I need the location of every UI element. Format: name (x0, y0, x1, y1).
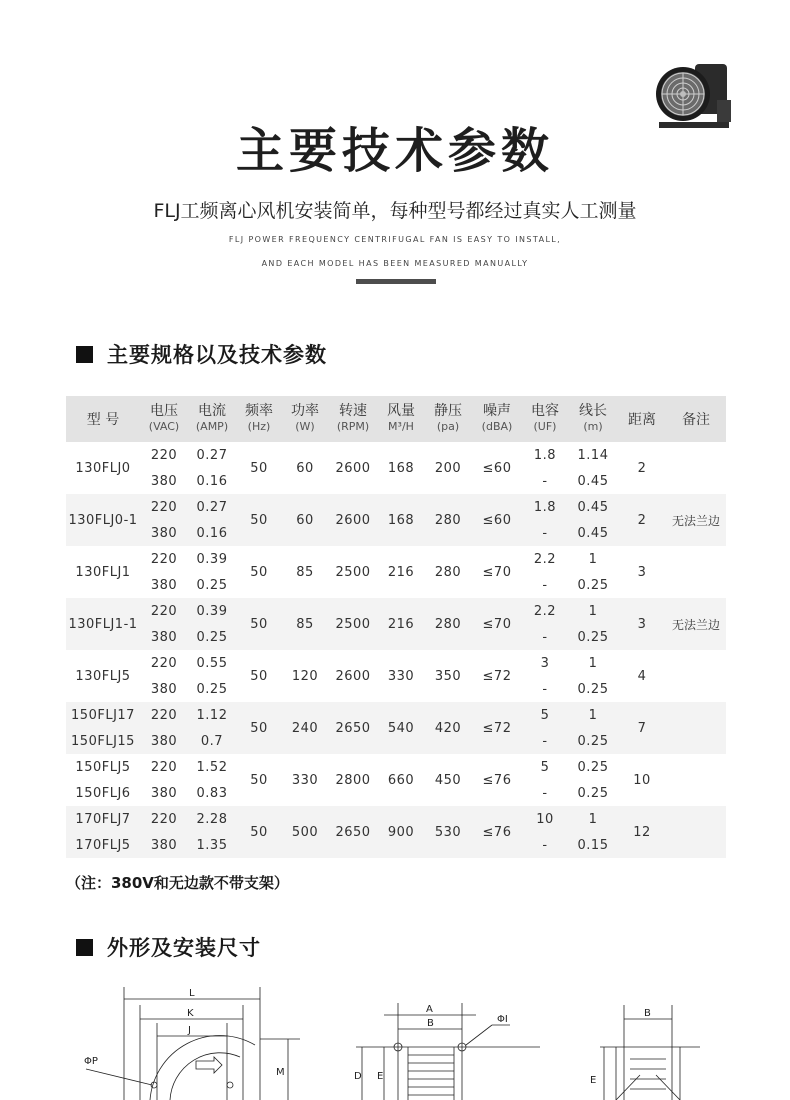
spec-table (66, 396, 726, 858)
column-header-label: 电流 (198, 403, 226, 419)
cell-current: 0.16 (188, 520, 236, 546)
column-header-unit: (AMP) (195, 420, 229, 433)
cell-remark (666, 650, 726, 702)
cell-cable-length: 0.15 (568, 832, 618, 858)
cell-frequency: 50 (236, 598, 282, 650)
cell-current: 0.55 (196, 655, 228, 671)
cell-rpm: 2500 (328, 598, 378, 650)
cell-capacitance: 2.2 (533, 551, 557, 567)
cell-cable-length: 1 (568, 598, 618, 624)
square-bullet-icon (76, 939, 93, 956)
cell-rpm: 2800 (335, 772, 371, 788)
column-header-unit: (dBA) (481, 420, 513, 433)
cell-current: 1.52 (196, 759, 228, 775)
title-divider (356, 279, 436, 284)
cell-pressure: 280 (434, 564, 462, 580)
cell-capacitance: - (542, 785, 548, 801)
cell-voltage: 220 (150, 759, 178, 775)
cell-noise: ≤70 (472, 598, 522, 650)
cell-pressure: 350 (434, 668, 462, 684)
cell-capacitance: 5 (540, 759, 550, 775)
cell-noise: ≤72 (482, 668, 512, 684)
cell-voltage: 380 (140, 520, 188, 546)
cell-voltage: 380 (140, 624, 188, 650)
cell-pressure: 280 (424, 494, 472, 546)
dim-label-B: B (427, 1018, 434, 1029)
cell-frequency: 50 (236, 806, 282, 858)
cell-cable-length: 0.45 (568, 520, 618, 546)
cell-airflow: 216 (378, 598, 424, 650)
cell-capacitance: - (542, 473, 548, 489)
cell-capacitance: - (522, 624, 568, 650)
column-header-unit: (VAC) (148, 420, 180, 433)
column-header (568, 396, 618, 442)
cell-distance: 7 (618, 702, 666, 754)
cell-cable-length: 0.25 (577, 759, 609, 775)
cell-voltage: 380 (140, 728, 188, 754)
cell-current: 2.28 (188, 806, 236, 832)
column-header-unit: (RPM) (336, 420, 370, 433)
cell-power: 120 (291, 668, 319, 684)
cell-capacitance: 1.8 (522, 494, 568, 520)
cell-model: 130FLJ0 (75, 460, 131, 476)
column-header (618, 396, 666, 442)
cell-frequency: 50 (250, 460, 268, 476)
cell-noise: ≤60 (472, 494, 522, 546)
square-bullet-icon (76, 346, 93, 363)
dim-label-M: M (276, 1067, 285, 1078)
column-header-label: 转速 (339, 403, 367, 419)
cell-cable-length: 0.25 (577, 681, 609, 697)
cell-cable-length: 0.25 (577, 577, 609, 593)
cell-capacitance: - (542, 681, 548, 697)
cell-remark (666, 442, 726, 494)
cell-noise: ≤72 (472, 702, 522, 754)
table-row (66, 494, 726, 520)
cell-distance: 3 (637, 564, 647, 580)
cell-cable-length: 0.25 (568, 624, 618, 650)
cell-capacitance: 10 (522, 806, 568, 832)
cell-cable-length: 1.14 (577, 447, 609, 463)
column-header-label: 电压 (150, 403, 178, 419)
table-row (66, 546, 726, 572)
column-header-label: 风量 (387, 403, 415, 419)
dimension-section-heading-text: 外形及安装尺寸 (107, 936, 261, 960)
page-title: 主要技术参数 (235, 123, 554, 179)
cell-power: 60 (282, 494, 328, 546)
table-row (66, 754, 726, 780)
cell-voltage: 220 (140, 598, 188, 624)
cell-voltage: 220 (140, 702, 188, 728)
column-header (188, 396, 236, 442)
cell-model: 130FLJ5 (75, 668, 131, 684)
spec-section-heading-text: 主要规格以及技术参数 (107, 343, 327, 367)
cell-rpm: 2650 (328, 806, 378, 858)
cell-current: 0.39 (196, 551, 228, 567)
cell-cable-length: 0.25 (568, 728, 618, 754)
cell-cable-length: 1 (588, 655, 598, 671)
column-header (666, 396, 726, 442)
cell-cable-length: 1 (568, 702, 618, 728)
dimension-section-heading (76, 932, 261, 962)
column-header-label: 线长 (579, 403, 607, 419)
cell-noise: ≤76 (482, 772, 512, 788)
column-header-label: 静压 (434, 403, 462, 419)
dim-label-A: A (426, 1004, 433, 1015)
cell-cable-length: 0.25 (577, 785, 609, 801)
cell-capacitance: - (522, 832, 568, 858)
cell-voltage: 380 (150, 577, 178, 593)
cell-model: 130FLJ1-1 (66, 598, 140, 650)
column-header-label: 频率 (245, 403, 273, 419)
cell-current: 1.35 (188, 832, 236, 858)
cell-airflow: 900 (378, 806, 424, 858)
dim-label-E-top: E (590, 1075, 597, 1086)
subtitle-english-line-2: AND EACH MODEL HAS BEEN MEASURED MANUALLY (261, 259, 529, 268)
cell-distance: 3 (618, 598, 666, 650)
column-header-unit: (Hz) (247, 420, 271, 433)
cell-rpm: 2600 (335, 668, 371, 684)
cell-voltage: 380 (150, 681, 178, 697)
cell-pressure: 200 (434, 460, 462, 476)
cell-frequency: 50 (250, 772, 268, 788)
cell-model: 170FLJ7 (66, 806, 140, 832)
column-header-unit: M³/H (388, 420, 414, 433)
cell-pressure: 280 (424, 598, 472, 650)
cell-power: 500 (282, 806, 328, 858)
cell-model: 130FLJ1 (75, 564, 131, 580)
cell-voltage: 220 (150, 551, 178, 567)
cell-frequency: 50 (236, 702, 282, 754)
cell-noise: ≤76 (472, 806, 522, 858)
cell-current: 0.25 (188, 624, 236, 650)
cell-distance: 2 (637, 460, 647, 476)
cell-airflow: 168 (387, 460, 415, 476)
cell-remark: 无法兰边 (666, 598, 726, 650)
cell-power: 85 (282, 598, 328, 650)
cell-capacitance: 3 (540, 655, 550, 671)
cell-current: 0.83 (196, 785, 228, 801)
cell-current: 0.16 (196, 473, 228, 489)
cell-model: 150FLJ6 (75, 785, 131, 801)
cell-power: 330 (291, 772, 319, 788)
cell-distance: 12 (618, 806, 666, 858)
cell-rpm: 2600 (328, 494, 378, 546)
cell-noise: ≤60 (482, 460, 512, 476)
cell-voltage: 380 (150, 473, 178, 489)
dim-label-D: D (354, 1071, 362, 1082)
table-row (66, 702, 726, 728)
cell-remark (666, 546, 726, 598)
cell-voltage: 220 (140, 806, 188, 832)
cell-airflow: 660 (387, 772, 415, 788)
cell-noise: ≤70 (482, 564, 512, 580)
subtitle-english-line-1: FLJ POWER FREQUENCY CENTRIFUGAL FAN IS EASY TO INSTALL, (228, 235, 562, 244)
dim-label-E: E (377, 1071, 384, 1082)
column-header-label: 备注 (682, 411, 710, 428)
cell-pressure: 420 (424, 702, 472, 754)
column-header (140, 396, 188, 442)
column-header (424, 396, 472, 442)
cell-model: 130FLJ0-1 (66, 494, 140, 546)
cell-capacitance: 2.2 (522, 598, 568, 624)
cell-airflow: 540 (378, 702, 424, 754)
column-header-unit: (UF) (533, 420, 557, 433)
dim-label-K: K (187, 1008, 194, 1019)
column-header-unit: (m) (583, 420, 603, 433)
cell-voltage: 220 (140, 494, 188, 520)
cell-airflow: 168 (378, 494, 424, 546)
cell-voltage: 220 (150, 655, 178, 671)
cell-frequency: 50 (250, 564, 268, 580)
cell-power: 240 (282, 702, 328, 754)
cell-model: 150FLJ15 (66, 728, 140, 754)
table-row (66, 650, 726, 676)
cell-airflow: 330 (387, 668, 415, 684)
column-header-label: 噪声 (483, 403, 511, 419)
column-header (472, 396, 522, 442)
cell-power: 60 (296, 460, 314, 476)
cell-cable-length: 0.45 (577, 473, 609, 489)
cell-pressure: 530 (424, 806, 472, 858)
column-header (66, 396, 140, 442)
cell-frequency: 50 (250, 668, 268, 684)
cell-capacitance: - (522, 728, 568, 754)
cell-current: 0.27 (188, 494, 236, 520)
cell-current: 1.12 (188, 702, 236, 728)
column-header-unit: (pa) (436, 420, 460, 433)
cell-remark (666, 754, 726, 806)
cell-current: 0.39 (188, 598, 236, 624)
cell-capacitance: - (542, 577, 548, 593)
cell-capacitance: 5 (522, 702, 568, 728)
cell-model: 150FLJ17 (66, 702, 140, 728)
cell-current: 0.25 (196, 681, 228, 697)
cell-capacitance: 1.8 (533, 447, 557, 463)
cell-current: 0.27 (196, 447, 228, 463)
dim-label-L: L (189, 988, 195, 999)
cell-remark (666, 702, 726, 754)
column-header (282, 396, 328, 442)
dimension-drawings (0, 975, 790, 1100)
dim-label-phiP: ΦP (84, 1056, 98, 1067)
cell-voltage: 220 (150, 447, 178, 463)
cell-cable-length: 1 (568, 806, 618, 832)
column-header (328, 396, 378, 442)
column-header (378, 396, 424, 442)
column-header (236, 396, 282, 442)
cell-rpm: 2600 (335, 460, 371, 476)
cell-remark (666, 806, 726, 858)
spec-table-body (66, 442, 726, 858)
table-row (66, 598, 726, 624)
cell-cable-length: 1 (588, 551, 598, 567)
column-header-label: 电容 (531, 403, 559, 419)
cell-rpm: 2650 (328, 702, 378, 754)
dimension-drawings-svg (0, 975, 790, 1100)
column-header-label: 距离 (628, 411, 656, 428)
cell-current: 0.25 (196, 577, 228, 593)
cell-current: 0.7 (188, 728, 236, 754)
cell-voltage: 380 (150, 785, 178, 801)
dim-label-J: J (188, 1025, 191, 1036)
subtitle-chinese: FLJ工频离心风机安装简单，每种型号都经过真实人工测量 (153, 200, 637, 222)
column-header-label: 功率 (291, 403, 319, 419)
cell-airflow: 216 (387, 564, 415, 580)
cell-distance: 2 (618, 494, 666, 546)
cell-pressure: 450 (434, 772, 462, 788)
column-header-unit: (W) (295, 420, 315, 433)
spec-table-header-row (66, 396, 726, 442)
table-footnote: （注：380V和无边款不带支架） (66, 874, 289, 892)
cell-model: 170FLJ5 (66, 832, 140, 858)
table-row (66, 442, 726, 468)
cell-frequency: 50 (236, 494, 282, 546)
cell-distance: 4 (637, 668, 647, 684)
cell-cable-length: 0.45 (568, 494, 618, 520)
cell-remark: 无法兰边 (666, 494, 726, 546)
cell-distance: 10 (633, 772, 651, 788)
cell-rpm: 2500 (335, 564, 371, 580)
column-header (522, 396, 568, 442)
cell-power: 85 (296, 564, 314, 580)
dim-label-phiI: ΦI (497, 1014, 508, 1025)
cell-voltage: 380 (140, 832, 188, 858)
cell-model: 150FLJ5 (75, 759, 131, 775)
table-row (66, 806, 726, 832)
spec-section-heading (76, 339, 327, 369)
dim-label-B-top: B (644, 1008, 651, 1019)
cell-capacitance: - (522, 520, 568, 546)
column-header-label: 型 号 (86, 411, 120, 428)
